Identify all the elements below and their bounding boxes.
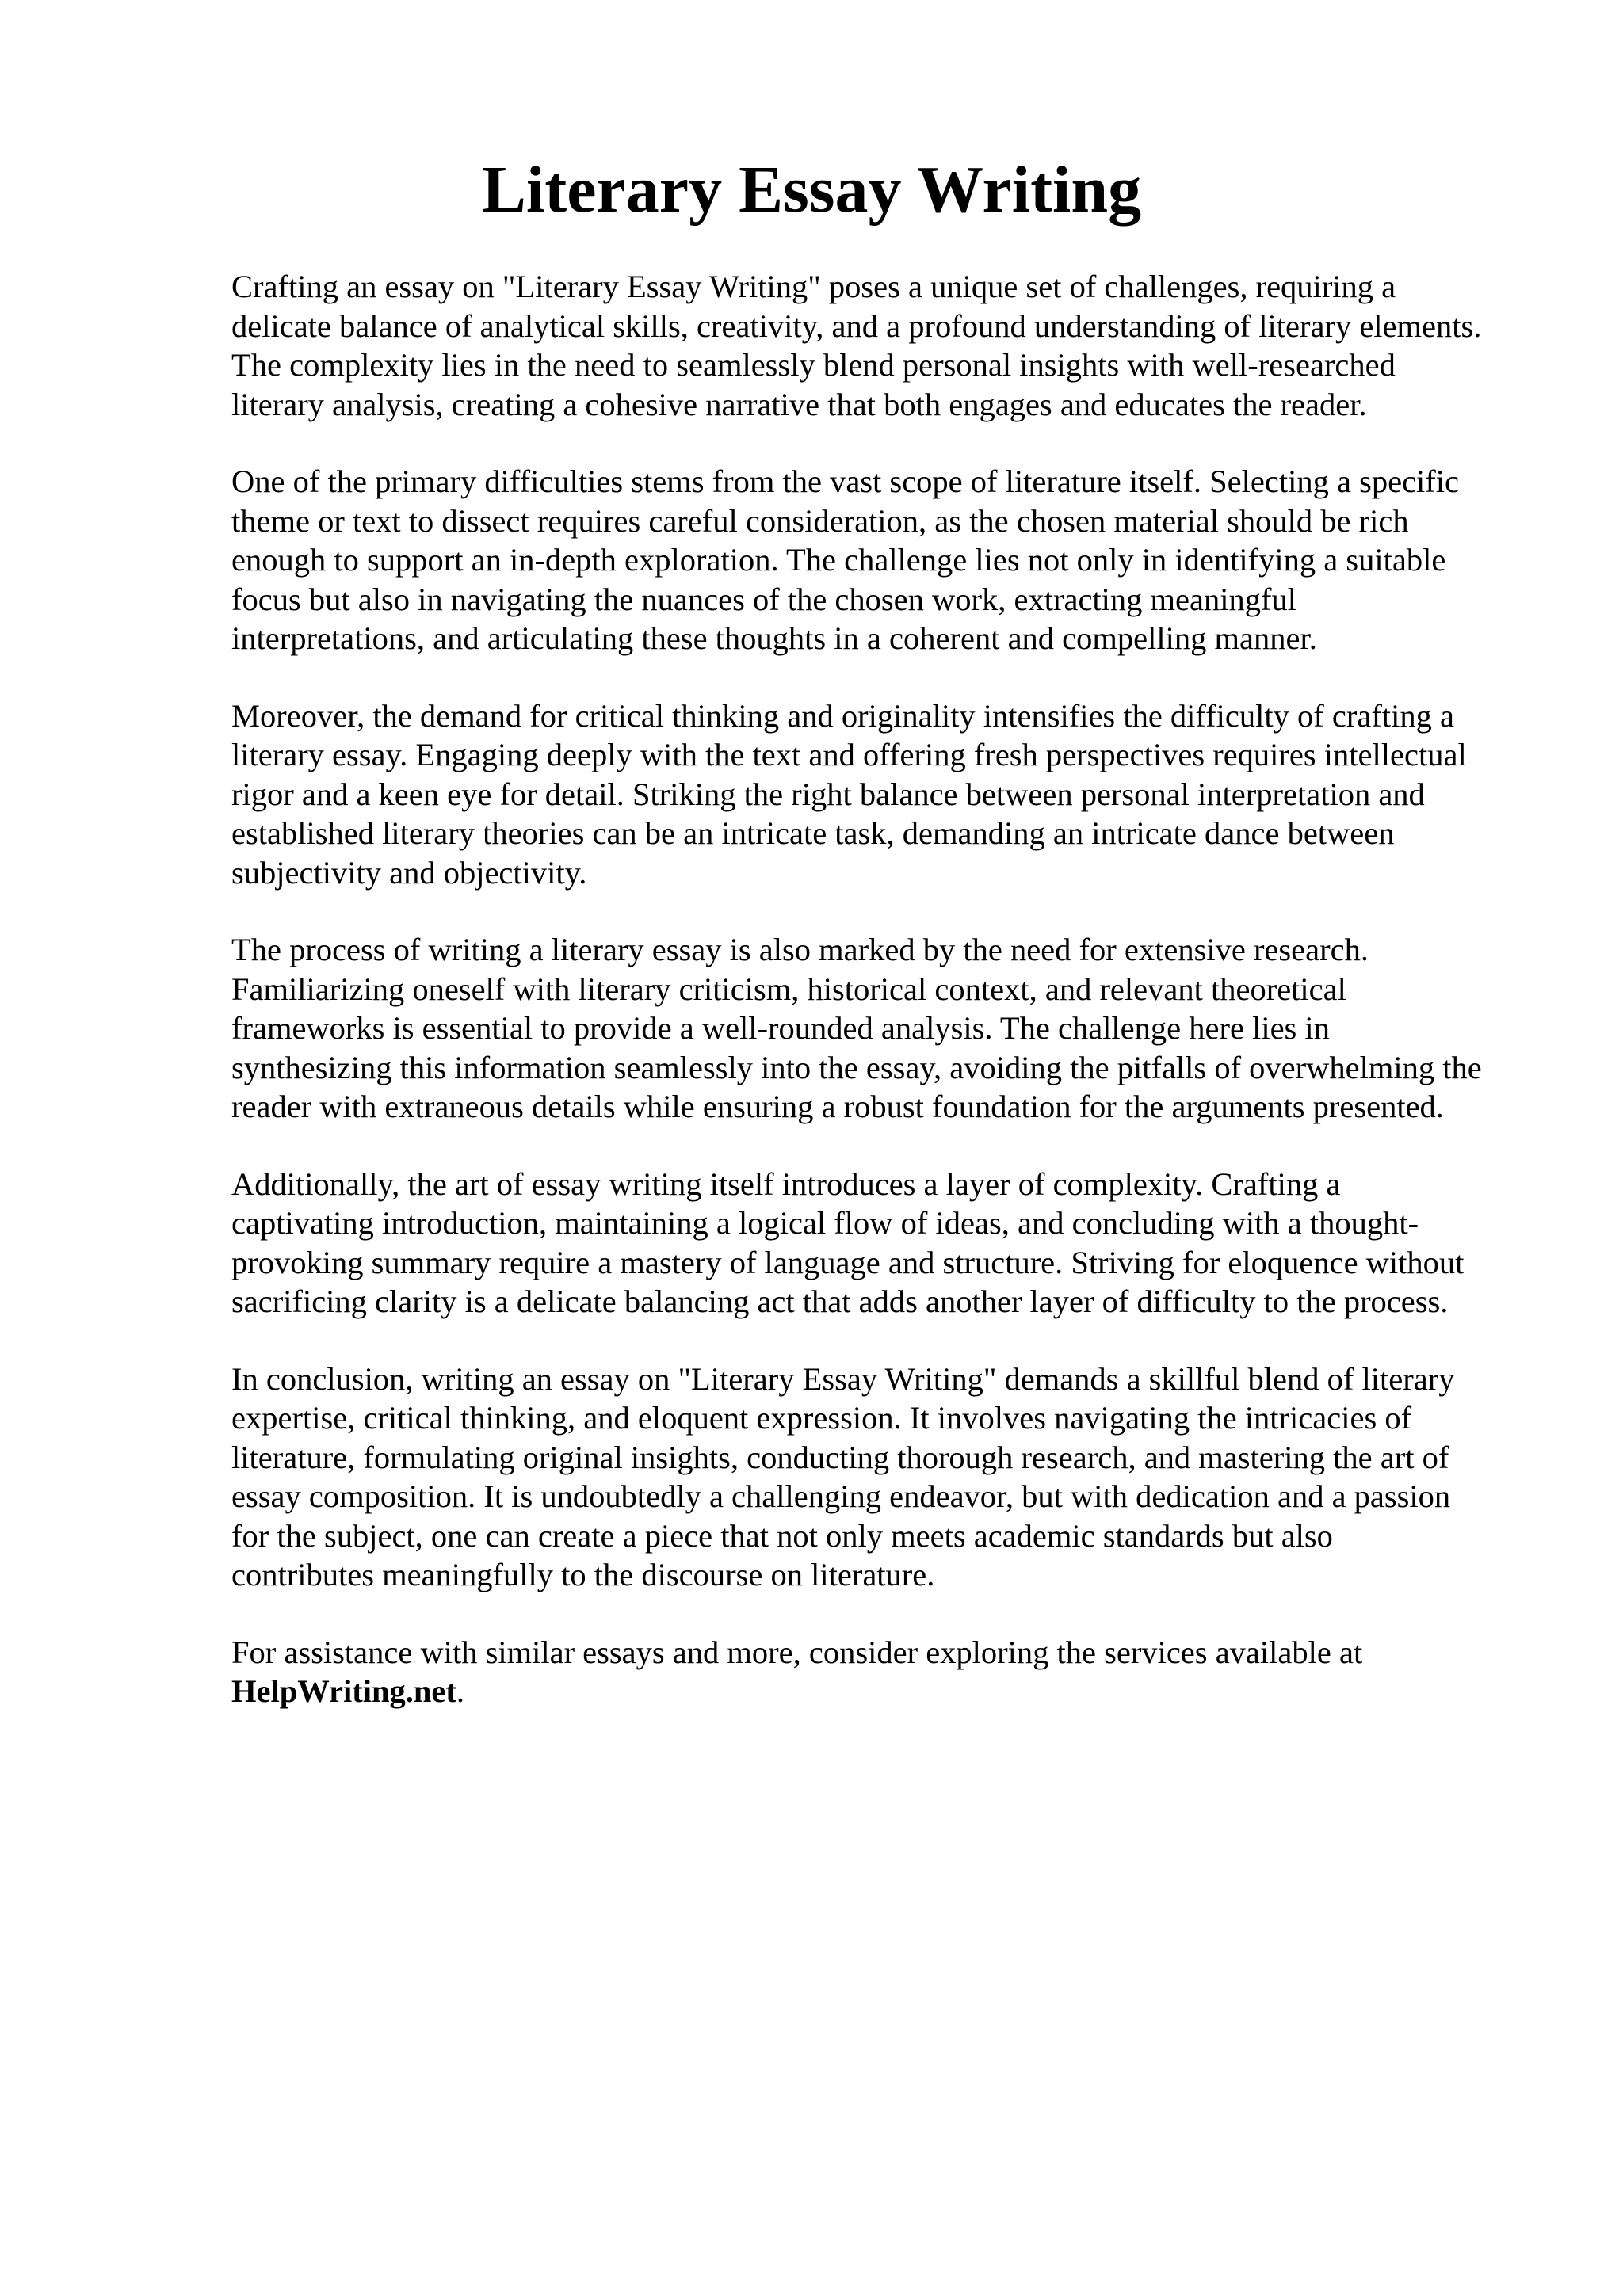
- document-body: [231, 267, 1531, 1749]
- paragraph-1: [231, 267, 1531, 424]
- text-line: synthesizing this information seamlessly into the essay, avoiding the pitfalls of overwhelming the: [231, 1049, 1482, 1085]
- text-line: reader with extraneous details while ensuring a robust foundation for the arguments presented.: [231, 1089, 1444, 1124]
- text-line: captivating introduction, maintaining a logical flow of ideas, and concluding with a thought-: [231, 1205, 1419, 1241]
- text-line: One of the primary difficulties stems from the vast scope of literature itself. Selecting a specific: [231, 463, 1460, 499]
- text-line: theme or text to dissect requires careful consideration, as the chosen material should be rich: [231, 502, 1409, 539]
- text-line: In conclusion, writing an essay on "Literary Essay Writing" demands a skillful blend of literary: [231, 1360, 1455, 1397]
- paragraph-5: [231, 1165, 1531, 1322]
- text-line: rigor and a keen eye for detail. Striking the right balance between personal interpretation and: [231, 776, 1425, 812]
- closing-paragraph: [231, 1633, 1531, 1711]
- text-line: established literary theories can be an intricate task, demanding an intricate dance between: [231, 815, 1395, 851]
- text-line: The complexity lies in the need to seamlessly blend personal insights with well-researched: [231, 347, 1396, 383]
- text-line: delicate balance of analytical skills, creativity, and a profound understanding of literary elements.: [231, 307, 1482, 344]
- closing-period: .: [456, 1673, 465, 1709]
- helpwriting-link[interactable]: HelpWriting.net: [231, 1673, 456, 1709]
- text-line: contributes meaningfully to the discourse on literature.: [231, 1557, 935, 1592]
- text-line: interpretations, and articulating these thoughts in a coherent and compelling manner.: [231, 620, 1317, 656]
- closing-link-line: [231, 1672, 1531, 1711]
- paragraph-4: [231, 930, 1531, 1127]
- document-title: Literary Essay Writing: [481, 153, 1142, 227]
- text-line: subjectivity and objectivity.: [231, 854, 587, 891]
- paragraph-6: [231, 1360, 1531, 1595]
- text-line: literature, formulating original insights, conducting thorough research, and mastering the art of: [231, 1439, 1449, 1475]
- text-line: focus but also in navigating the nuances of the chosen work, extracting meaningful: [231, 581, 1296, 617]
- text-line: Moreover, the demand for critical thinking and originality intensifies the difficulty of crafting a: [231, 697, 1454, 734]
- text-line: for the subject, one can create a piece that not only meets academic standards but also: [231, 1517, 1333, 1554]
- paragraph-3: [231, 696, 1531, 893]
- text-line: Additionally, the art of essay writing itself introduces a layer of complexity. Crafting a: [231, 1165, 1341, 1202]
- text-line: essay composition. It is undoubtedly a challenging endeavor, but with dedication and a passion: [231, 1478, 1451, 1514]
- text-line: Crafting an essay on "Literary Essay Writing" poses a unique set of challenges, requiring a: [231, 269, 1396, 304]
- text-line: The process of writing a literary essay is also marked by the need for extensive research.: [231, 932, 1369, 967]
- text-line: Familiarizing oneself with literary criticism, historical context, and relevant theoretical: [231, 971, 1346, 1007]
- text-line: sacrificing clarity is a delicate balancing act that adds another layer of difficulty to the process.: [231, 1283, 1449, 1319]
- text-line: enough to support an in-depth exploration. The challenge lies not only in identifying a suitable: [231, 542, 1446, 578]
- text-line: literary analysis, creating a cohesive narrative that both engages and educates the reader.: [231, 386, 1367, 422]
- text-line: frameworks is essential to provide a well-rounded analysis. The challenge here lies in: [231, 1010, 1330, 1046]
- closing-text: For assistance with similar essays and more, consider exploring the services available at: [231, 1634, 1363, 1670]
- text-line: literary essay. Engaging deeply with the text and offering fresh perspectives requires intellectual: [231, 737, 1467, 772]
- text-line: expertise, critical thinking, and eloquent expression. It involves navigating the intricacies of: [231, 1400, 1412, 1436]
- paragraph-2: [231, 462, 1531, 658]
- text-line: provoking summary require a mastery of language and structure. Striving for eloquence without: [231, 1244, 1465, 1280]
